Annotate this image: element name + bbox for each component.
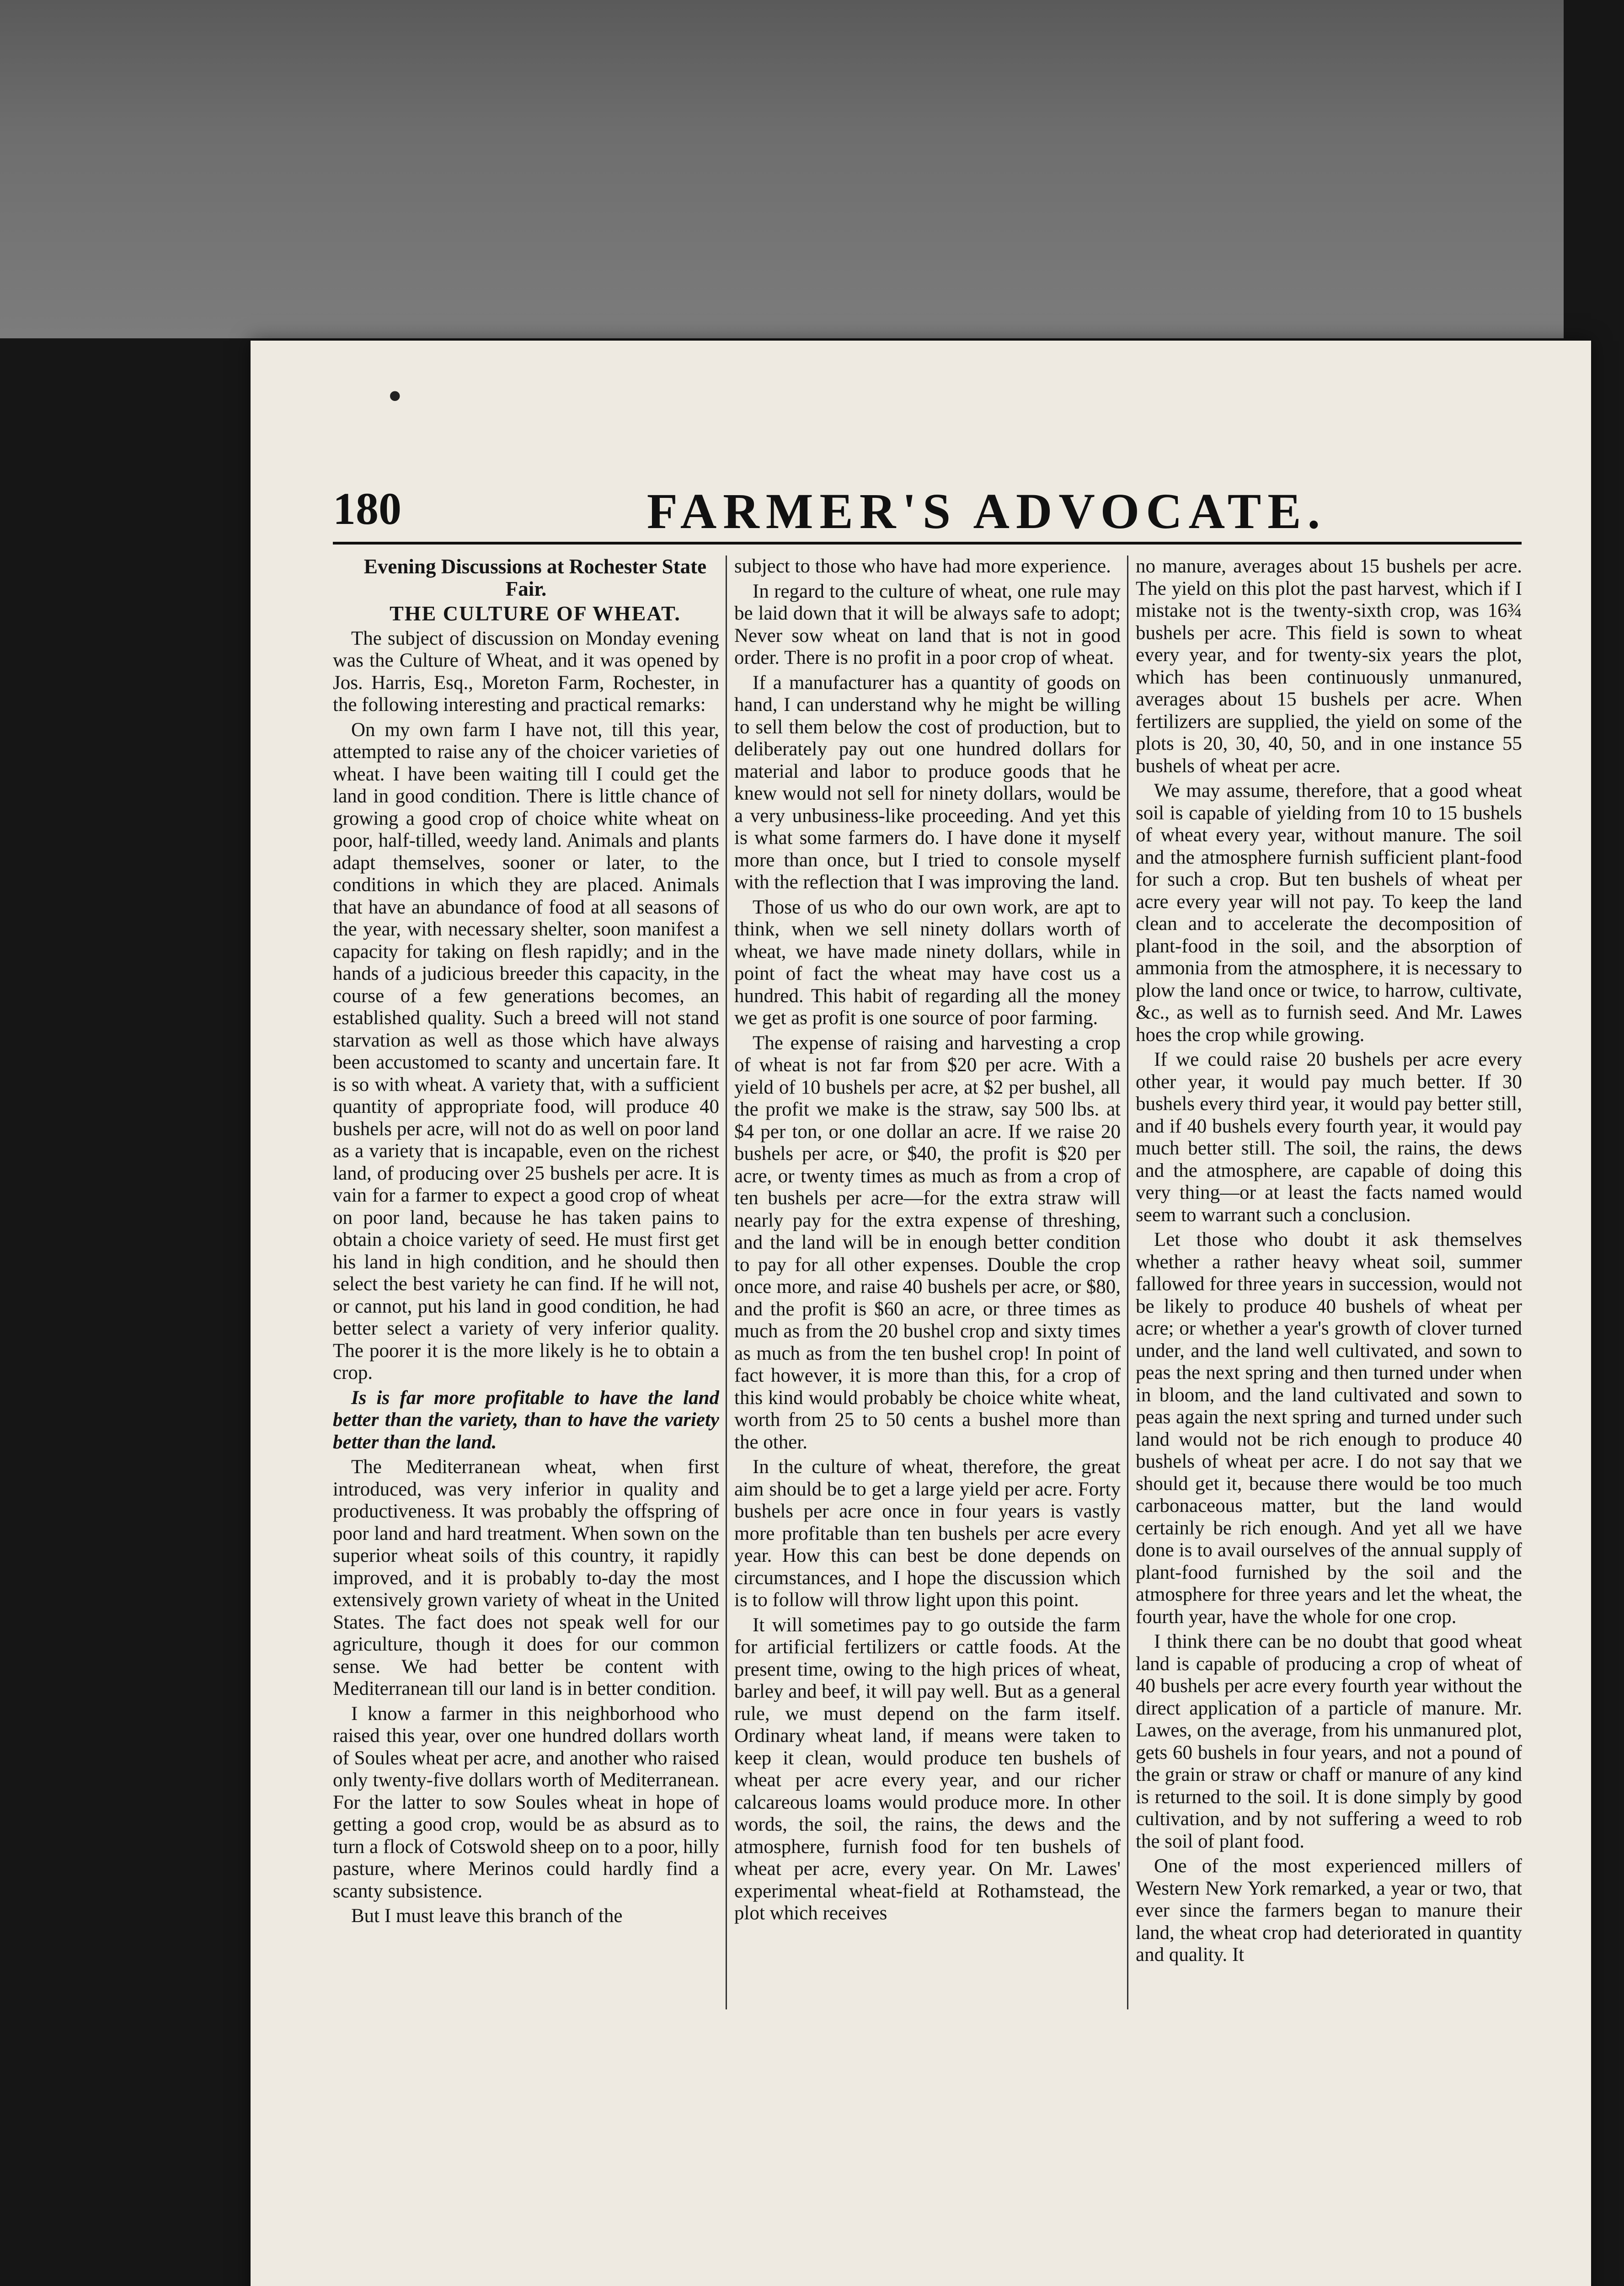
article-subheading: THE CULTURE OF WHEAT. xyxy=(390,602,681,625)
back-sheet xyxy=(0,0,1564,338)
paragraph: On my own farm I have not, till this year, attempted to raise any of the choicer varieties of wheat. I have been waiting till I could get the land in good condition. There is little chance of growing a good crop of choice white wheat on poor, half-tilled, weedy land. Animals and plants adapt themselves, sooner or later, to the conditions in which they are placed. Animals that have an abundance of food at all seasons of the year, with necessary shelter, soon manifest a capacity for taking on flesh rapidly; and in the hands of a judicious breeder this capacity, in the course of a few generations becomes, an established quality. Such a breed will not stand starvation as well as those which have always been accustomed to scanty and uncertain fare. It is so with wheat. A variety that, with a sufficient quantity of appropriate food, will produce 40 bushels per acre, will not do as well on poor land as a variety that is incapable, even on the richest land, of producing over 25 bushels per acre. It is vain for a farmer to expect a good crop of wheat on poor land, because he has taken pains to obtain a choice variety of seed. He must first get his land in high condition, and he should then select the best variety he can find. If he will not, or cannot, put his land in good condition, he had better select a variety of very inferior quality. The poorer it is the more likely is he to obtain a crop. xyxy=(333,719,719,1383)
paragraph: In regard to the culture of wheat, one rule may be laid down that it will be always safe to adopt; Never sow wheat on land that is not in good order. There is no profit in a poor crop of wheat. xyxy=(734,580,1121,668)
paragraph: If we could raise 20 bushels per acre every other year, it would pay much better. If 30 bushels every third year, it would pay better still, and if 40 bushels every fourth year, it would pay much better still. The soil, the rains, the dews and the atmosphere, are capable of doing this very thing—or at least the facts named would seem to warrant such a conclusion. xyxy=(1136,1049,1522,1226)
paragraph: I think there can be no doubt that good wheat land is capable of producing a crop of wheat of 40 bushels per acre every fourth year without the direct application of a particle of manure. Mr. Lawes, on the average, from his unmanured plot, gets 60 bushels in four years, and not a pound of the grain or straw or chaff or manure of any kind is returned to the soil. It is done simply by good cultivation, and by not suffering a weed to rob the soil of plant food. xyxy=(1136,1631,1522,1852)
paragraph: subject to those who have had more experience. xyxy=(734,555,1111,577)
header-rule xyxy=(333,542,1522,545)
newspaper-page xyxy=(251,341,1591,2286)
article-heading: Evening Discussions at Rochester State Fair. xyxy=(363,555,707,600)
paragraph: The expense of raising and harvesting a crop of wheat is not far from $20 per acre. With a yield of 10 bushels per acre, at $2 per bushel, all the profit we make is the straw, say 500 lbs. at $4 per ton, or one dollar an acre. If we raise 20 bushels per acre, or $40, the profit is $20 per acre, or twenty times as much as from a crop of ten bushels per acre—for the extra straw will nearly pay for the extra expense of threshing, and the land will be in enough better condition to pay for all other expenses. Double the crop once more, and raise 40 bushels per acre, or $80, and the profit is $60 an acre, or three times as much as from the 20 bushel crop and sixty times as much as from the ten bushel crop! In point of fact however, it is more than this, for a crop of this kind would probably be choice white wheat, worth from 25 to 50 cents a bushel more than the other. xyxy=(734,1032,1121,1453)
paragraph: Let those who doubt it ask themselves whether a rather heavy wheat soil, summer fallowed for three years in succession, would not be likely to produce 40 bushels of wheat per acre; or whether a year's growth of clover turned under, and the land well cultivated, and sown to peas the next spring and then turned under when in bloom, and the land cultivated and sown to peas again the next spring and turned under such land would not be rich enough to produce 40 bushels of wheat per acre. I do not say that we should get it, because there would be too much carbonaceous matter, but the land would certainly be rich enough. And yet all we have done is to avail ourselves of the annual supply of plant-food furnished by the soil and the atmosphere for three years and let the wheat, the fourth year, have the whole for one crop. xyxy=(1136,1229,1522,1628)
paragraph: no manure, averages about 15 bushels per acre. The yield on this plot the past harvest, which if I mistake not is the twenty-sixth crop, was 16¾ bushels per acre. This field is sown to wheat every year, and for twenty-six years the plot, which has been continuously unmanured, averages about 15 bushels per acre. When fertilizers are supplied, the yield on some of the plots is 20, 30, 40, 50, and in one instance 55 bushels of wheat per acre. xyxy=(1136,555,1522,777)
paragraph: The Mediterranean wheat, when first introduced, was very inferior in quality and productiveness. It was probably the offspring of poor land and hard treatment. When sown on the superior wheat soils of this country, it rapidly improved, and it is probably to-day the most extensively grown variety of wheat in the United States. The fact does not speak well for our agriculture, though it does for our common sense. We had better be content with Mediterranean till our land is in better condition. xyxy=(333,1456,719,1699)
paragraph: The subject of discussion on Monday evening was the Culture of Wheat, and it was opened by Jos. Harris, Esq., Moreton Farm, Rochester, in the following interesting and practical remarks: xyxy=(333,627,719,716)
paragraph: One of the most experienced millers of Western New York remarked, a year or two, that ever since the farmers began to manure their land, the wheat crop had deteriorated in quantity and quality. It xyxy=(1136,1855,1522,1966)
italic-maxim: Is is far more profitable to have the land better than the variety, than to have the variety better than the land. xyxy=(333,1387,719,1453)
paragraph: If a manufacturer has a quantity of goods on hand, I can understand why he might be willing to sell them below the cost of production, but to deliberately pay out one hundred dollars for material and labor to produce goods that he knew would not sell for ninety dollars, would be a very unbusiness-like proceeding. And yet this is what some farmers do. I have done it myself more than once, but I tried to console myself with the reflection that I was improving the land. xyxy=(734,672,1121,893)
column-3 xyxy=(1136,555,1522,2009)
page-number: 180 xyxy=(333,483,401,534)
paragraph: It will sometimes pay to go outside the farm for artificial fertilizers or cattle foods. At the present time, owing to the high prices of wheat, barley and beef, it will pay well. But as a general rule, we must depend on the farm itself. Ordinary wheat land, if means were taken to keep it clean, would produce ten bushels of wheat per acre every year, and our richer calcareous loams would produce more. In other words, the soil, the rains, the dews and the atmosphere, furnish food for ten bushels of wheat per acre, every year. On Mr. Lawes' experimental wheat-field at Rothamstead, the plot which receives xyxy=(734,1614,1121,1924)
paragraph: Those of us who do our own work, are apt to think, when we sell ninety dollars worth of wheat, we have made ninety dollars, while in point of fact the wheat may have cost us a hundred. This habit of regarding all the money we get as profit is one source of poor farming. xyxy=(734,896,1121,1029)
column-divider xyxy=(1127,555,1128,2009)
paragraph: We may assume, therefore, that a good wheat soil is capable of yielding from 10 to 15 bushels of wheat every year, without manure. The soil and the atmosphere furnish sufficient plant-food for such a crop. But ten bushels of wheat per acre every year will not pay. To keep the land clean and to accelerate the decomposition of plant-food in the soil, and the absorption of ammonia from the atmosphere, it is necessary to plow the land once or twice, to harrow, cultivate, &c., as well as to furnish seed. And Mr. Lawes hoes the crop while growing. xyxy=(1136,780,1522,1046)
masthead-title: FARMER'S ADVOCATE. xyxy=(646,483,1327,539)
paragraph: I know a farmer in this neighborhood who raised this year, over one hundred dollars worth of Soules wheat per acre, and another who raised only twenty-five dollars worth of Mediterranean. For the latter to sow Soules wheat in hope of getting a good crop, would be as absurd as to turn a flock of Cotswold sheep on to a poor, hilly pasture, where Merinos could hardly find a scanty subsistence. xyxy=(333,1703,719,1902)
paragraph: But I must leave this branch of the xyxy=(351,1905,623,1927)
column-1 xyxy=(333,555,719,2009)
column-2 xyxy=(734,555,1121,2009)
ink-dot: • xyxy=(388,374,402,419)
page-header xyxy=(333,482,1522,537)
paragraph: In the culture of wheat, therefore, the great aim should be to get a large yield per acre. Forty bushels per acre once in four years is vastly more profitable than ten bushels per acre every year. How this can best be done depends on circumstances, and I hope the discussion which is to follow will throw light upon this point. xyxy=(734,1456,1121,1611)
column-divider xyxy=(726,555,727,2009)
